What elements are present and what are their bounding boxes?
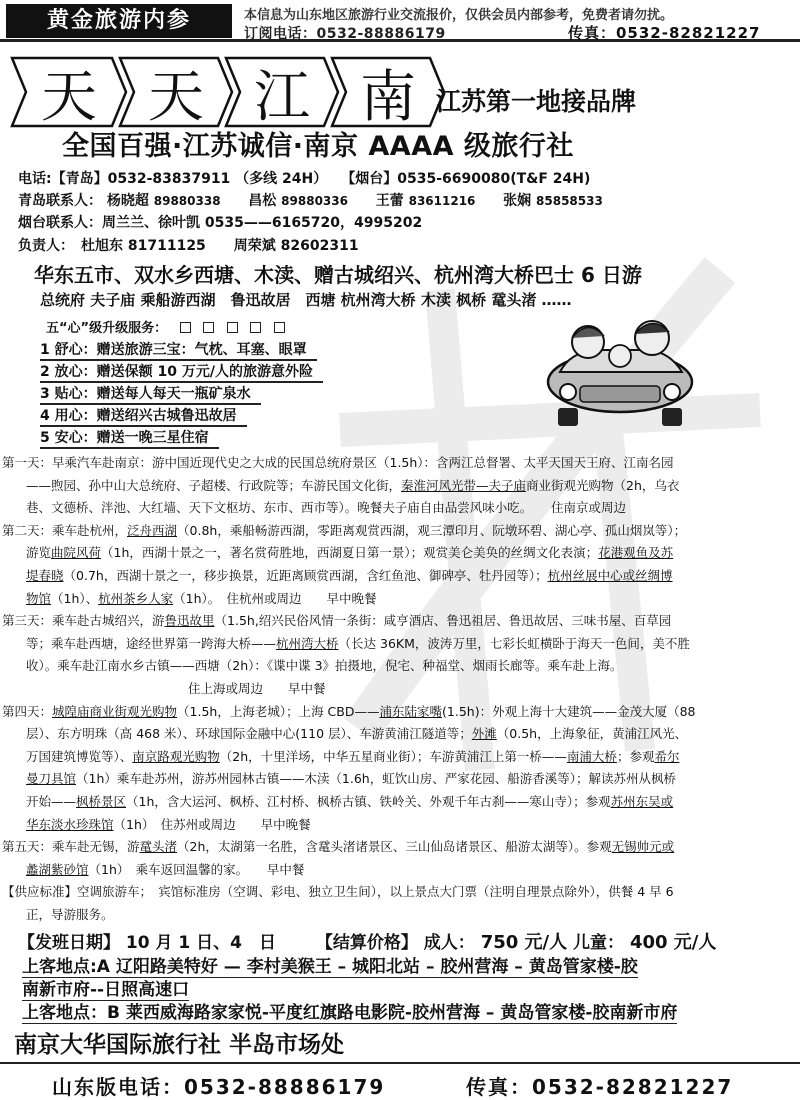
- child-price: 400 元/人: [629, 932, 717, 953]
- price-label: 【结算价格】: [315, 933, 418, 953]
- header-subscribe-tel: 订阅电话：0532-88886179: [244, 26, 446, 42]
- day1: 第一天：早乘汽车赴南京：游中国近现代史之大成的民国总统府景区（1.5h）：含两江总督署、太平天国天王府、江南名园 ——煦园、孙中山大总统府、子超楼、行政院等；车游民国文化街，秦淮河风光带—夫子庙商业街观光购物（2h，乌衣 巷、文德桥、泮池、大红墙、天下文枢坊、东市、西市等）。晚餐夫子庙自由品尝风味小吃。 住南京或周边: [2, 455, 680, 516]
- route-title: 华东五市、双水乡西塘、木渎、赠古城绍兴、杭州湾大桥巴士 6 日游: [34, 263, 642, 287]
- page-header: [0, 0, 800, 42]
- boarding-a-line1: 上客地点:A 辽阳路美特好 — 李村美猴王 – 城阳北站 – 胶州营海 – 黄岛管家楼-胶: [22, 952, 638, 978]
- logo-char-2: 天: [148, 65, 204, 130]
- service-item-3: 3 贴心：赠送每人每天一瓶矿泉水: [40, 383, 261, 405]
- square-icon: [180, 322, 191, 333]
- header-fax: 传真：0532-82821227: [568, 24, 761, 42]
- square-icon: [227, 322, 238, 333]
- manager-line: 负责人： 杜旭东 81711125 周荣斌 82602311: [18, 238, 359, 254]
- route-spots: 总统府 夫子庙 乘船游西湖 鲁迅故居 西塘 杭州湾大桥 木渎 枫桥 鼋头渚 ……: [40, 291, 572, 309]
- departure-dates: 10 月 1 日、4 日: [125, 933, 276, 953]
- itinerary: [2, 452, 792, 926]
- slogan-honors: 全国百强·江苏诚信·南京 AAAA 级旅行社: [62, 131, 574, 162]
- contact-name: 王蕾: [375, 193, 404, 209]
- contact-number: 89880338: [153, 194, 221, 208]
- service-item-1: 1 舒心：赠送旅游三宝：气枕、耳塞、眼罩: [40, 339, 317, 361]
- footer-tel: 山东版电话：0532-88886179: [52, 1075, 386, 1099]
- departure-label: 【发班日期】: [18, 933, 120, 953]
- contact-name: 昌松: [248, 193, 277, 209]
- day5: 第五天：乘车赴无锡，游鼋头渚（2h，太湖第一名胜，含鼋头渚诸景区、三山仙岛诸景区、船游太湖等）。参观无锡帅元或 蠡湖紫砂馆（1h） 乘车返回温馨的家。 早中餐: [2, 839, 675, 877]
- logo-char-4: 南: [360, 65, 416, 130]
- agency-name: 南京大华国际旅行社 半岛市场处: [14, 1032, 345, 1058]
- service-heading-text: 五“心”级升级服务：: [46, 321, 168, 336]
- boarding-a-line2: 南新市府--日照高速口: [22, 975, 189, 1001]
- day3: 第三天：乘车赴古城绍兴，游鲁迅故里（1.5h,绍兴民俗风情一条街：咸亨酒店、鲁迅祖居、鲁迅故居、三味书屋、百草园 等；乘车赴西塘，途经世界第一跨海大桥——杭州湾大桥（长达 36KM，波涛万里，七彩长虹横卧于海天一色间，美不胜 收）。乘车赴江南水乡古镇——西塘（2h）：《谍中谍 3》拍摄地，倪宅、种福堂、烟雨长廊等。乘车赴上海。 住上海或周边 早中餐: [2, 613, 690, 696]
- day2: 第二天：乘车赴杭州，泛舟西湖（0.8h，乘船畅游西湖，零距离观赏西湖，观三潭印月、阮墩环碧、湖心亭、孤山烟岚等）； 游览曲院风荷（1h，西湖十景之一，著名赏荷胜地，西湖夏日第一景）；观赏美仑美奂的丝绸文化表演；花港观鱼及苏 堤春晓（0.7h，西湖十景之一，移步换景，近距离顾赏西湖，含红鱼池、御碑亭、牡丹园等）；杭州丝展中心或丝绸博 物馆（1h）、杭州茶乡人家（1h）。 住杭州或周边 早中晚餐: [2, 522, 687, 606]
- service-heading: [46, 317, 285, 336]
- adult-price: 750 元/人: [480, 932, 568, 953]
- contact-number: 85858533: [536, 194, 603, 208]
- supply-standard: 【供应标准】空调旅游车； 宾馆标准房（空调、彩电、独立卫生间），以上景点大门票（注明自理景点除外），供餐 4 早 6 正，导游服务。: [2, 884, 674, 922]
- service-item-2: 2 放心：赠送保额 10 万元/人的旅游意外险: [40, 361, 323, 383]
- square-icon: [203, 322, 214, 333]
- qingdao-label: 青岛联系人：: [18, 193, 102, 209]
- brand-logo: [8, 48, 448, 136]
- contact-number: 83611216: [408, 194, 476, 208]
- slogan-brand: 江苏第一地接品牌: [436, 87, 637, 116]
- square-icon: [274, 322, 285, 333]
- contact-name: 杨晓超: [106, 193, 149, 209]
- contact-name: 张娴: [503, 193, 532, 209]
- header-title: 黄金旅游内参: [6, 4, 232, 38]
- adult-label: 成人：: [423, 933, 475, 953]
- yantai-contacts: 烟台联系人：周兰兰、徐叶凯 0535——6165720，4995202: [18, 215, 423, 231]
- boarding-b-line: 上客地点：B 莱西威海路家家悦-平度红旗路电影院-胶州营海 – 黄岛管家楼-胶南新市府: [22, 998, 677, 1024]
- day4: 第四天：城隍庙商业街观光购物（1.5h，上海老城）；上海 CBD——浦东陆家嘴(1.5h)：外观上海十大建筑——金茂大厦（88 层）、东方明珠（高 468 米）、环球国际金融中心(110 层）、车游黄浦江隧道等；外滩（0.5h，上海象征，黄浦江风光、 万国建筑博览等）、南京路观光购物（2h，十里洋场，中华五星商业街）；车游黄浦江上第一桥——南浦大桥；参观希尔 曼刀具馆（1h）乘车赴苏州，游苏州园林古镇——木渎（1.6h，虹饮山房、严家花园、船游香溪等）；解读苏州从枫桥 开始——枫桥景区（1h，含大运河、枫桥、江村桥、枫桥古镇、铁岭关、外观千年古刹——寒山寺）；参观苏州东吴或 华东淡水珍珠馆（1h） 住苏州或周边 早中晚餐: [2, 703, 696, 832]
- departure-price-line: [18, 928, 716, 954]
- service-item-5: 5 安心：赠送一晚三星住宿: [40, 427, 219, 449]
- phone-line: 电话:【青岛】0532-83837911 （多线 24H） 【烟台】0535-6690080(T&F 24H): [18, 171, 591, 187]
- logo-char-1: 天: [41, 65, 97, 130]
- footer-fax: 传真：0532-82821227: [466, 1075, 734, 1099]
- square-icon: [250, 322, 261, 333]
- service-item-4: 4 用心：赠送绍兴古城鲁迅故居: [40, 405, 247, 427]
- contact-number: 89880336: [281, 194, 348, 208]
- footer-divider: [0, 1062, 800, 1064]
- qingdao-contacts: [18, 190, 603, 210]
- family-car-illustration: [540, 312, 700, 430]
- header-disclaimer: 本信息为山东地区旅游行业交流报价，仅供会员内部参考，免费者请勿扰。: [244, 8, 674, 23]
- logo-char-3: 江: [254, 65, 310, 130]
- child-label: 儿童：: [573, 933, 625, 953]
